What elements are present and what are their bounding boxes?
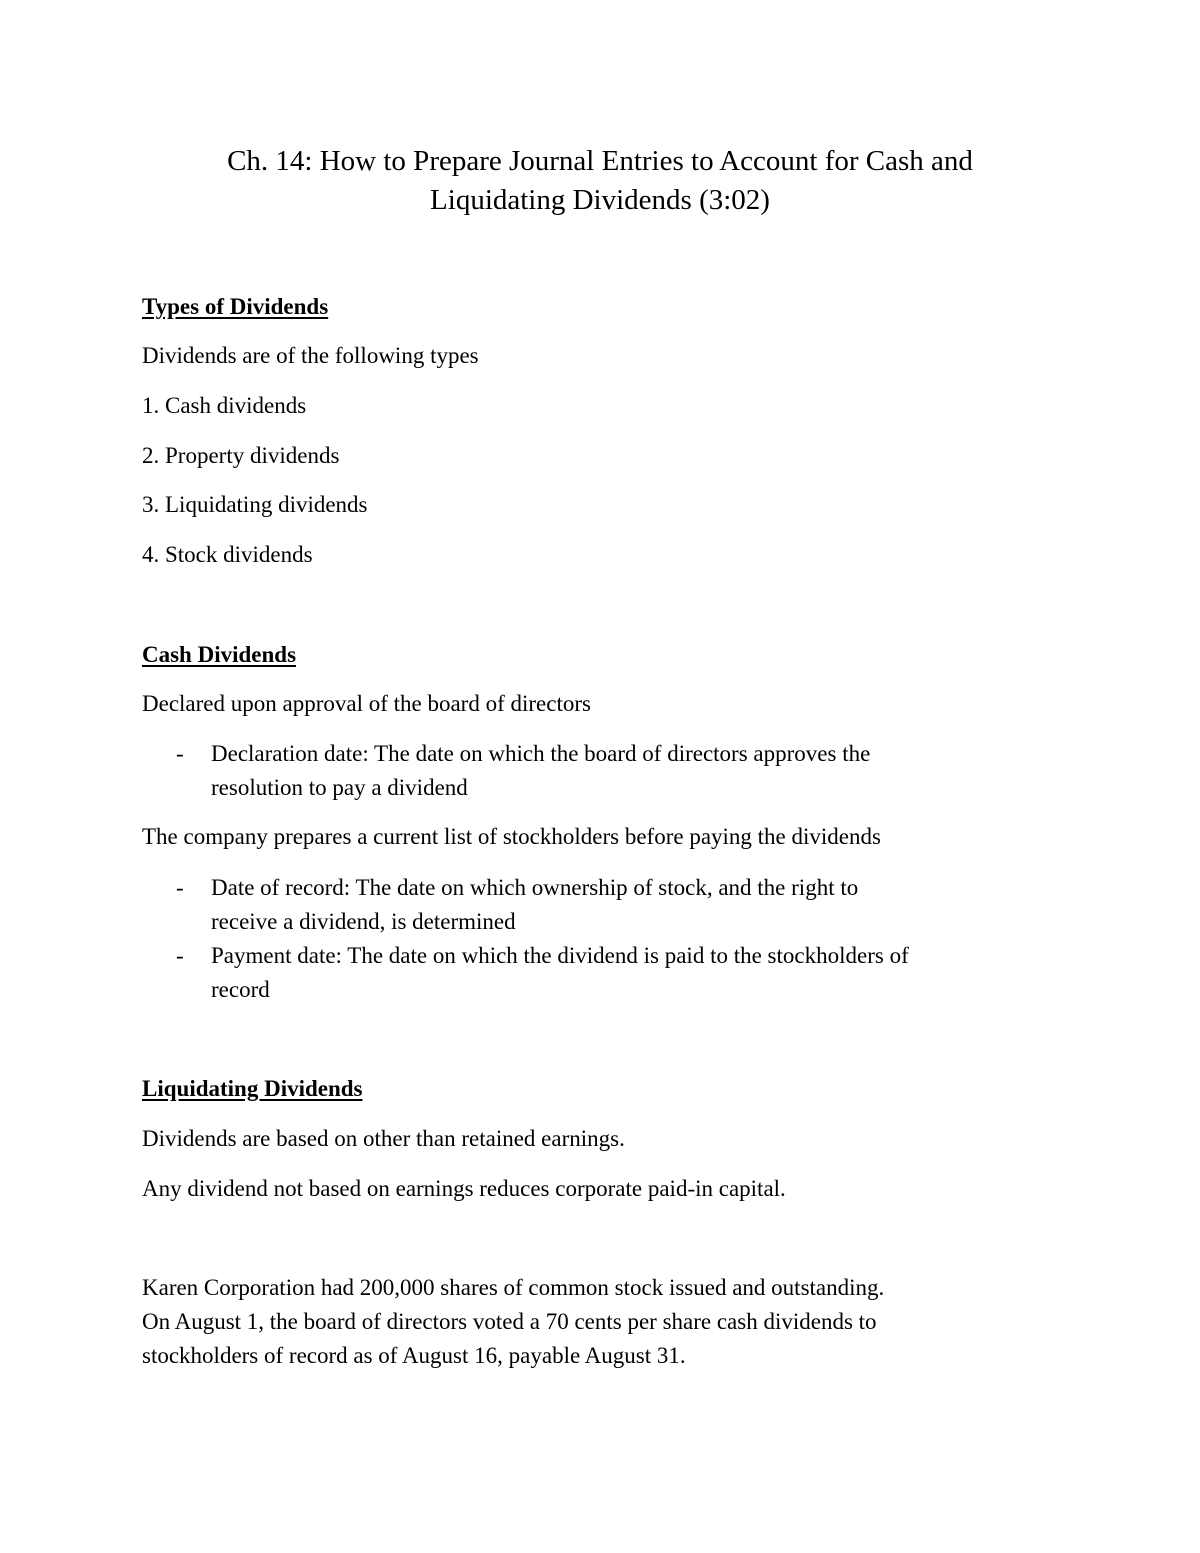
title-line-1: Ch. 14: How to Prepare Journal Entries to Account for Cash and [227,145,973,177]
types-item-3: 3. Liquidating dividends [142,492,368,517]
example-line-1: Karen Corporation had 200,000 shares of common stock issued and outstanding. [142,1275,885,1300]
bullet-dash: - [176,741,184,766]
types-intro: Dividends are of the following types [142,343,479,368]
cash-intro: Declared upon approval of the board of directors [142,691,591,716]
example-line-3: stockholders of record as of August 16, payable August 31. [142,1343,686,1368]
example-line-2: On August 1, the board of directors voted a 70 cents per share cash dividends to [142,1309,877,1334]
bullet-dash: - [176,875,184,900]
record-line-1: Date of record: The date on which ownership of stock, and the right to [211,875,859,900]
stockholder-list-note: The company prepares a current list of stockholders before paying the dividends [142,824,881,849]
bullet-dash: - [176,943,184,968]
liquidating-line-2: Any dividend not based on earnings reduces corporate paid-in capital. [142,1176,786,1201]
declaration-line-1: Declaration date: The date on which the board of directors approves the [211,741,871,766]
types-heading: Types of Dividends [142,294,329,319]
title-line-2: Liquidating Dividends (3:02) [430,184,770,216]
payment-line-1: Payment date: The date on which the dividend is paid to the stockholders of [211,943,909,968]
liquidating-heading: Liquidating Dividends [142,1076,363,1101]
types-item-4: 4. Stock dividends [142,542,313,567]
types-item-2: 2. Property dividends [142,443,340,468]
cash-heading: Cash Dividends [142,642,297,667]
payment-line-2: record [211,977,270,1002]
types-item-1: 1. Cash dividends [142,393,307,418]
liquidating-line-1: Dividends are based on other than retained earnings. [142,1126,625,1151]
page-title [100,142,1100,220]
record-line-2: receive a dividend, is determined [211,909,516,934]
declaration-line-2: resolution to pay a dividend [211,775,468,800]
